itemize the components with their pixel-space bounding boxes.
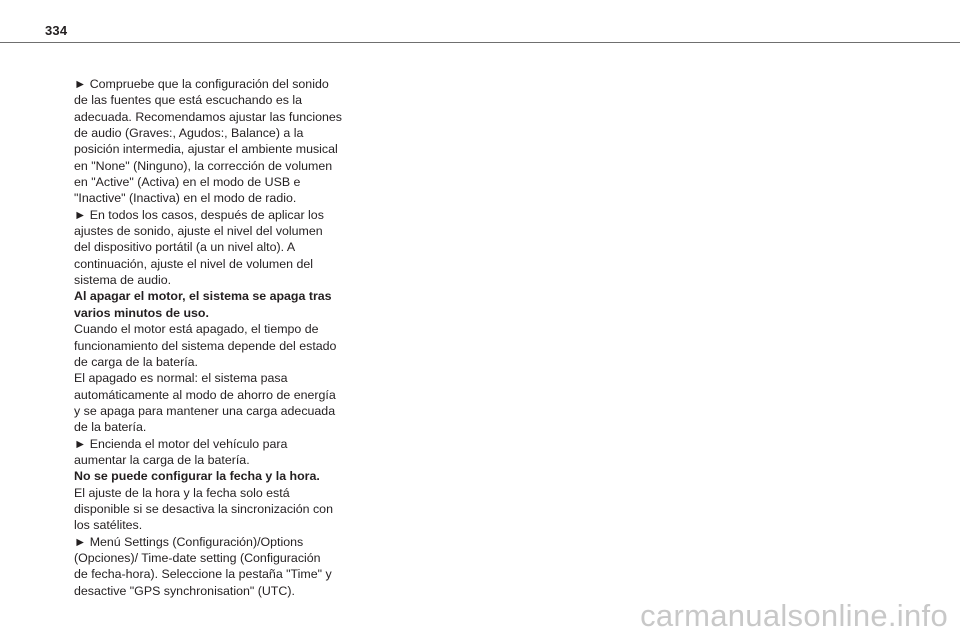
- paragraph-start-engine: ► Encienda el motor del vehículo para aumentar la carga de la batería.: [74, 436, 288, 467]
- paragraph-date-time-availability: El ajuste de la hora y la fecha solo está disponible si se desactiva la sincronización con los satélites.: [74, 485, 333, 533]
- content-column: [74, 76, 346, 599]
- paragraph-shutdown-normal: El apagado es normal: el sistema pasa automáticamente al modo de ahorro de energía y se apaga para mantener una carga adecuada de la batería.: [74, 371, 336, 435]
- header-rule: [0, 42, 960, 43]
- paragraph-settings-menu-path: ► Menú Settings (Configuración)/Options (Opciones)/ Time-date setting (Configuración de fecha-hora). Seleccione la pestaña "Time" y desactive "GPS synchronisation" (UTC).: [74, 534, 332, 598]
- paragraph-adjust-volume: ► En todos los casos, después de aplicar los ajustes de sonido, ajuste el nivel del volumen del dispositivo portátil (a un nivel alto). A continuación, ajuste el nivel de volumen del sistema de audio.: [74, 207, 324, 288]
- heading-system-shuts-down: Al apagar el motor, el sistema se apaga tras varios minutos de uso.: [74, 289, 332, 320]
- paragraph-engine-off-runtime: Cuando el motor está apagado, el tiempo de funcionamiento del sistema depende del estado de carga de la batería.: [74, 322, 337, 369]
- page-number: 334: [45, 23, 68, 38]
- heading-date-time-config: No se puede configurar la fecha y la hora.: [74, 469, 320, 484]
- paragraph-check-sound-settings: ► Compruebe que la configuración del sonido de las fuentes que está escuchando es la adecuada. Recomendamos ajustar las funciones de audio (Graves:, Agudos:, Balance) a la posición intermedia, ajustar el ambiente musical en "None" (Ninguno), la corrección de volumen en "Active" (Activa) en el modo de USB e "Inactive" (Inactiva) en el modo de radio.: [74, 77, 342, 206]
- watermark: carmanualsonline.info: [640, 598, 948, 633]
